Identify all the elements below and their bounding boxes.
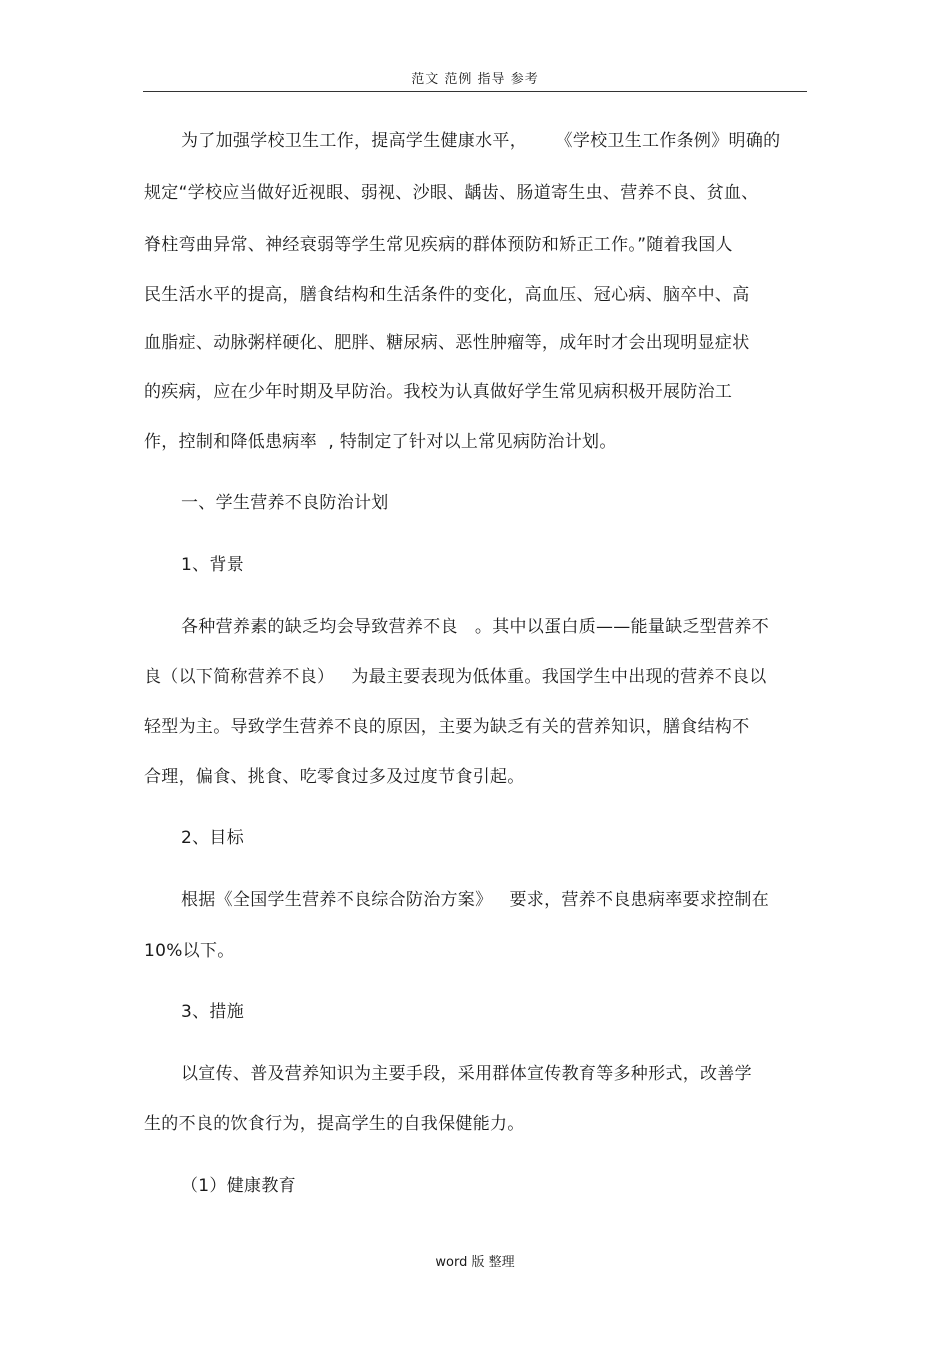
subsection-heading: 2、目标 <box>181 828 245 848</box>
paragraph-line: 以宣传、普及营养知识为主要手段，采用群体宣传教育等多种形式，改善学 <box>181 1064 752 1084</box>
paragraph-line: 轻型为主。导致学生营养不良的原因，主要为缺乏有关的营养知识，膳食结构不 <box>144 717 750 737</box>
section-heading: 一、学生营养不良防治计划 <box>181 493 389 513</box>
subsection-heading: 3、措施 <box>181 1002 245 1022</box>
paragraph-line: 民生活水平的提高，膳食结构和生活条件的变化，高血压、冠心病、脑卒中、高 <box>144 285 750 305</box>
subsection-heading: （1）健康教育 <box>181 1176 296 1196</box>
paragraph-line: 10%以下。 <box>144 941 235 961</box>
paragraph-line: 脊柱弯曲异常、神经衰弱等学生常见疾病的群体预防和矫正工作。”随着我国人 <box>144 235 733 255</box>
paragraph-line: 血脂症、动脉粥样硬化、肥胖、糖尿病、恶性肿瘤等，成年时才会出现明显症状 <box>144 333 750 353</box>
paragraph-line: 各种营养素的缺乏均会导致营养不良 。其中以蛋白质——能量缺乏型营养不 <box>181 617 770 637</box>
paragraph-line: 作，控制和降低患病率 , 特制定了针对以上常见病防治计划。 <box>144 432 617 452</box>
paragraph-line: 为了加强学校卫生工作，提高学生健康水平， 《学校卫生工作条例》明确的 <box>181 131 781 151</box>
header-divider <box>143 91 807 92</box>
paragraph-line: 生的不良的饮食行为，提高学生的自我保健能力。 <box>144 1114 525 1134</box>
paragraph-line: 合理，偏食、挑食、吃零食过多及过度节食引起。 <box>144 767 525 787</box>
paragraph-line: 规定“学校应当做好近视眼、弱视、沙眼、龋齿、肠道寄生虫、营养不良、贫血、 <box>144 183 759 203</box>
paragraph-line: 根据《全国学生营养不良综合防治方案》 要求，营养不良患病率要求控制在 <box>181 890 770 910</box>
page-footer: word 版 整理 <box>435 1255 515 1270</box>
subsection-heading: 1、背景 <box>181 555 245 575</box>
page-header: 范文 范例 指导 参考 <box>411 72 539 87</box>
paragraph-line: 良（以下简称营养不良） 为最主要表现为低体重。我国学生中出现的营养不良以 <box>144 667 767 687</box>
paragraph-line: 的疾病，应在少年时期及早防治。我校为认真做好学生常见病积极开展防治工 <box>144 382 733 402</box>
